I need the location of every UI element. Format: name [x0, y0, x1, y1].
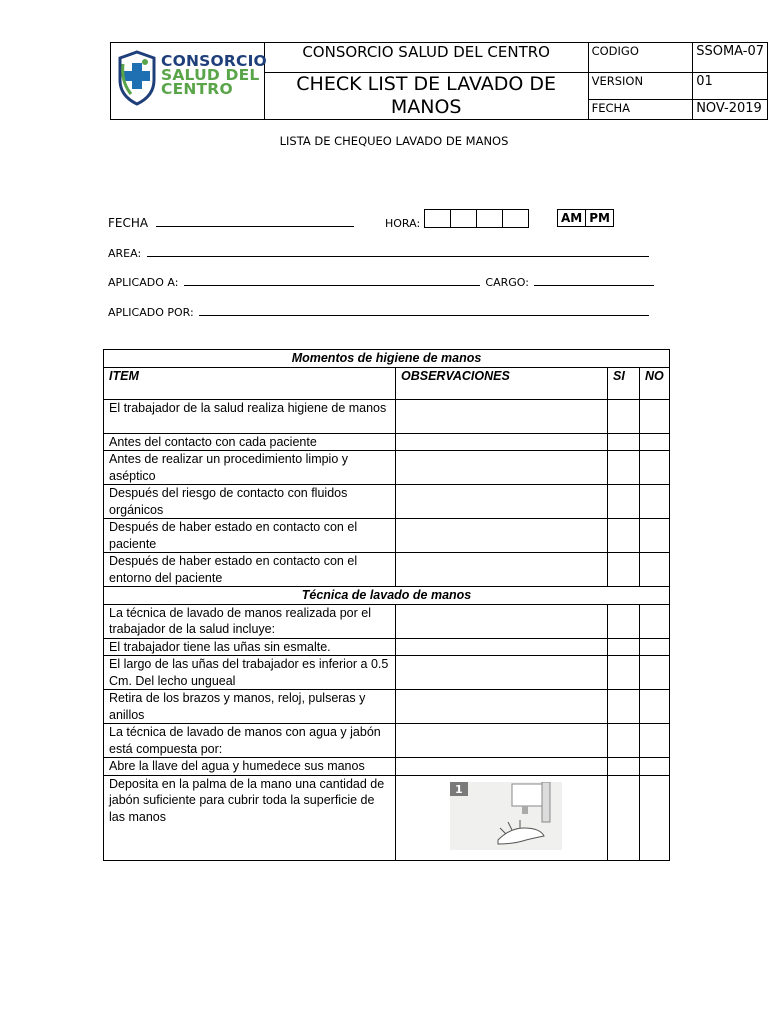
si-checkbox-cell[interactable] [608, 433, 640, 451]
fecha-label: FECHA [108, 216, 149, 230]
si-checkbox-cell[interactable] [608, 399, 640, 433]
item-text: El trabajador tiene las uñas sin esmalte. [104, 638, 396, 656]
section-header-tecnica: Técnica de lavado de manos [104, 587, 670, 605]
fecha-field [108, 216, 354, 230]
am-pm-selector[interactable] [557, 209, 614, 227]
area-field [108, 247, 649, 260]
si-checkbox-cell[interactable] [608, 638, 640, 656]
item-text: Deposita en la palma de la mano una cantidad de jabón suficiente para cubrir toda la superficie de las manos [104, 775, 396, 860]
logo-cell [111, 43, 265, 120]
no-checkbox-cell[interactable] [640, 775, 670, 860]
table-row [104, 451, 670, 485]
si-checkbox-cell[interactable] [608, 690, 640, 724]
aplicado-a-input-line[interactable] [184, 276, 480, 286]
logo-line1: CONSORCIO [161, 52, 267, 70]
meta-value-fecha: NOV-2019 [693, 100, 768, 120]
table-row [104, 553, 670, 587]
item-text: Abre la llave del agua y humedece sus manos [104, 758, 396, 776]
no-checkbox-cell[interactable] [640, 724, 670, 758]
step-number: 1 [455, 782, 463, 796]
si-checkbox-cell[interactable] [608, 519, 640, 553]
area-input-line[interactable] [147, 247, 649, 257]
item-text: El trabajador de la salud realiza higiene de manos [104, 399, 396, 433]
no-checkbox-cell[interactable] [640, 485, 670, 519]
column-header-observaciones: OBSERVACIONES [396, 367, 608, 399]
table-row [104, 638, 670, 656]
no-checkbox-cell[interactable] [640, 553, 670, 587]
fecha-input-line[interactable] [156, 217, 354, 227]
column-header-si: SI [608, 367, 640, 399]
observation-cell[interactable] [396, 656, 608, 690]
no-checkbox-cell[interactable] [640, 656, 670, 690]
observation-cell[interactable] [396, 399, 608, 433]
observation-cell[interactable] [396, 553, 608, 587]
form-subtitle: LISTA DE CHEQUEO LAVADO DE MANOS [279, 134, 509, 148]
hora-digit-box[interactable] [450, 209, 477, 228]
hora-digit-box[interactable] [476, 209, 503, 228]
table-row [104, 433, 670, 451]
checklist-table [103, 349, 670, 861]
table-row [104, 519, 670, 553]
logo-line2: SALUD DEL [161, 66, 260, 84]
aplicado-por-label: APLICADO POR: [108, 306, 194, 319]
observation-cell[interactable] [396, 775, 608, 860]
organization-name: CONSORCIO SALUD DEL CENTRO [264, 43, 588, 73]
no-checkbox-cell[interactable] [640, 433, 670, 451]
observation-cell[interactable] [396, 485, 608, 519]
logo-line3: CENTRO [161, 80, 233, 98]
logo-wordmark [161, 54, 267, 96]
observation-cell[interactable] [396, 519, 608, 553]
si-checkbox-cell[interactable] [608, 485, 640, 519]
hora-digit-box[interactable] [502, 209, 529, 228]
observation-cell[interactable] [396, 690, 608, 724]
aplicado-por-input-line[interactable] [199, 306, 649, 316]
item-text: La técnica de lavado de manos con agua y jabón está compuesta por: [104, 724, 396, 758]
table-row [104, 775, 670, 860]
table-row [104, 604, 670, 638]
aplicado-a-field [108, 276, 654, 289]
observation-cell[interactable] [396, 758, 608, 776]
no-checkbox-cell[interactable] [640, 399, 670, 433]
no-checkbox-cell[interactable] [640, 758, 670, 776]
observation-cell[interactable] [396, 638, 608, 656]
meta-label-fecha: FECHA [588, 100, 693, 120]
observation-cell[interactable] [396, 724, 608, 758]
si-checkbox-cell[interactable] [608, 553, 640, 587]
meta-label-version: VERSION [588, 73, 693, 100]
si-checkbox-cell[interactable] [608, 724, 640, 758]
observation-cell[interactable] [396, 433, 608, 451]
si-checkbox-cell[interactable] [608, 758, 640, 776]
table-row [104, 485, 670, 519]
no-checkbox-cell[interactable] [640, 519, 670, 553]
table-row [104, 758, 670, 776]
column-header-no: NO [640, 367, 670, 399]
aplicado-a-label: APLICADO A: [108, 276, 179, 289]
pm-option[interactable]: PM [585, 210, 613, 226]
item-text: Después de haber estado en contacto con el entorno del paciente [104, 553, 396, 587]
item-text: Antes de realizar un procedimiento limpio y aséptico [104, 451, 396, 485]
hora-label: HORA: [385, 217, 421, 230]
column-header-item: ITEM [104, 367, 396, 399]
no-checkbox-cell[interactable] [640, 638, 670, 656]
item-text: El largo de las uñas del trabajador es inferior a 0.5 Cm. Del lecho ungueal [104, 656, 396, 690]
document-header [110, 42, 768, 120]
aplicado-por-field [108, 306, 649, 319]
document-title: CHECK LIST DE LAVADO DE MANOS [264, 73, 588, 120]
item-text: Retira de los brazos y manos, reloj, pulseras y anillos [104, 690, 396, 724]
si-checkbox-cell[interactable] [608, 656, 640, 690]
item-text: Antes del contacto con cada paciente [104, 433, 396, 451]
table-row [104, 656, 670, 690]
item-text: Después del riesgo de contacto con fluidos orgánicos [104, 485, 396, 519]
logo-shield-icon [117, 50, 157, 106]
table-row [104, 724, 670, 758]
observation-cell[interactable] [396, 451, 608, 485]
meta-value-version: 01 [693, 73, 768, 100]
si-checkbox-cell[interactable] [608, 775, 640, 860]
si-checkbox-cell[interactable] [608, 451, 640, 485]
section-header-momentos: Momentos de higiene de manos [104, 350, 670, 368]
observation-cell[interactable] [396, 604, 608, 638]
table-row [104, 399, 670, 433]
hora-input-boxes[interactable] [425, 209, 529, 228]
area-label: AREA: [108, 247, 142, 260]
si-checkbox-cell[interactable] [608, 604, 640, 638]
item-text: La técnica de lavado de manos realizada por el trabajador de la salud incluye: [104, 604, 396, 638]
meta-label-codigo: CODIGO [588, 43, 693, 73]
item-text: Después de haber estado en contacto con el paciente [104, 519, 396, 553]
no-checkbox-cell[interactable] [640, 451, 670, 485]
table-row [104, 690, 670, 724]
meta-value-codigo: SSOMA-07 [693, 43, 768, 73]
no-checkbox-cell[interactable] [640, 604, 670, 638]
no-checkbox-cell[interactable] [640, 690, 670, 724]
soap-dispenser-illustration-icon [450, 782, 562, 850]
am-option[interactable]: AM [561, 211, 583, 225]
hora-digit-box[interactable] [424, 209, 451, 228]
cargo-label: CARGO: [485, 276, 529, 289]
cargo-input-line[interactable] [534, 276, 654, 286]
